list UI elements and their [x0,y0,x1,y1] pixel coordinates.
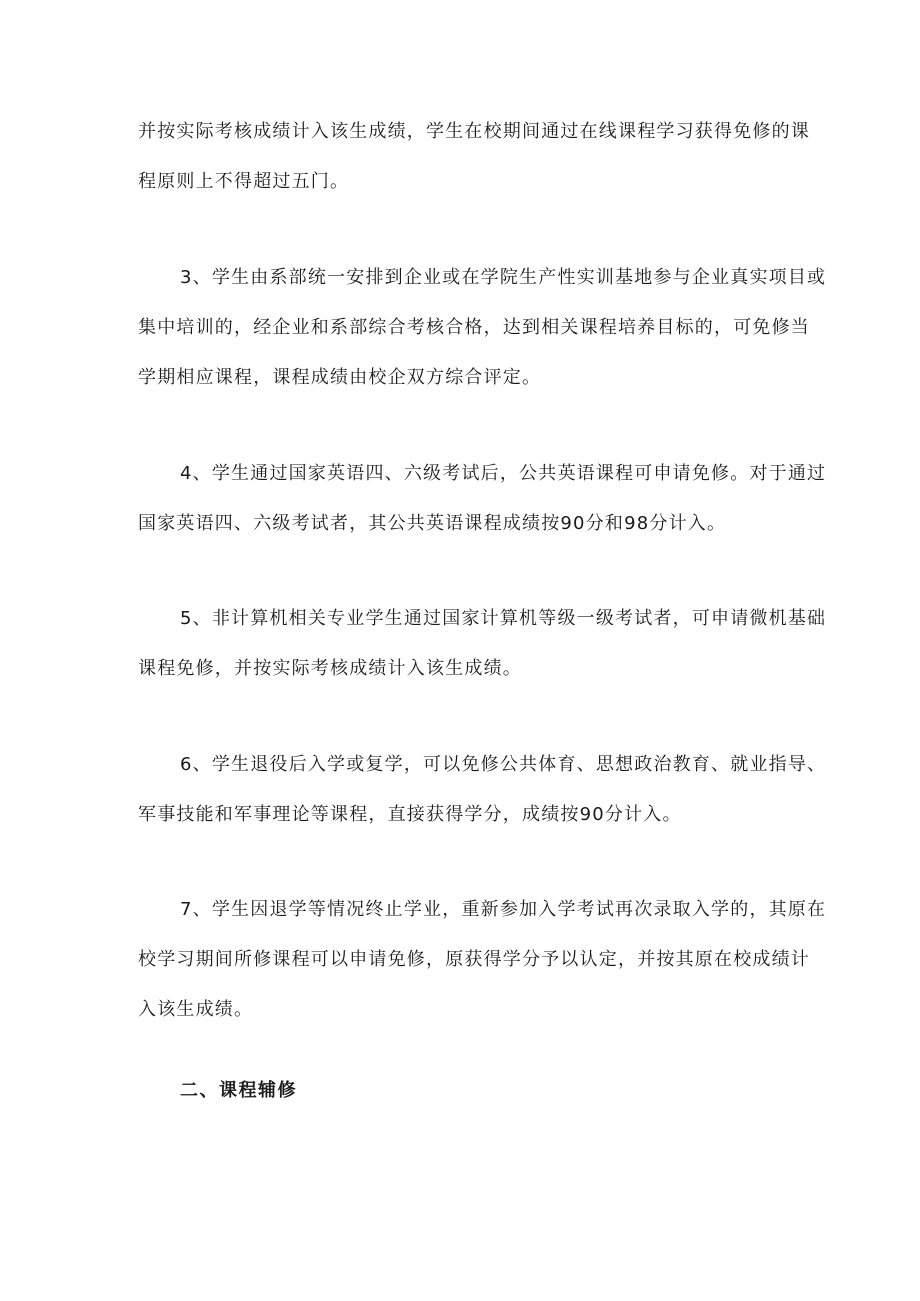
paragraph-line: 入该生成绩。 [138,999,254,1020]
paragraph-line: 校学习期间所修课程可以申请免修，原获得学分予以认定，并按其原在校成绩计 [138,949,810,970]
paragraph-line: 5、非计算机相关专业学生通过国家计算机等级一级考试者，可申请微机基础 [180,608,827,629]
paragraph-line: 程原则上不得超过五门。 [138,171,350,192]
paragraph-line: 7、学生因退学等情况终止学业，重新参加入学考试再次录取入学的，其原在 [180,899,827,920]
paragraph-line: 并按实际考核成绩计入该生成绩，学生在校期间通过在线课程学习获得免修的课 [138,121,810,142]
paragraph-item-5 [138,594,850,694]
paragraph-line: 课程免修，并按实际考核成绩计入该生成绩。 [138,658,522,679]
paragraph-line: 集中培训的，经企业和系部综合考核合格，达到相关课程培养目标的，可免修当 [138,317,810,338]
section-heading: 二、课程辅修 [180,1080,297,1101]
paragraph-line: 3、学生由系部统一安排到企业或在学院生产性实训基地参与企业真实项目或 [180,267,827,288]
paragraph-line: 6、学生退役后入学或复学，可以免修公共体育、思想政治教育、就业指导、 [180,754,827,775]
paragraph-line: 军事技能和军事理论等课程，直接获得学分，成绩按90分计入。 [138,804,682,825]
paragraph-line: 学期相应课程，课程成绩由校企双方综合评定。 [138,367,542,388]
paragraph-item-3 [138,253,850,403]
paragraph-line: 国家英语四、六级考试者，其公共英语课程成绩按90分和98分计入。 [138,513,727,534]
paragraph-item-6 [138,740,850,840]
paragraph-continuation [138,107,850,207]
paragraph-item-4 [138,449,850,549]
paragraph-item-7 [138,885,850,1035]
paragraph-line: 4、学生通过国家英语四、六级考试后，公共英语课程可申请免修。对于通过 [180,463,827,484]
